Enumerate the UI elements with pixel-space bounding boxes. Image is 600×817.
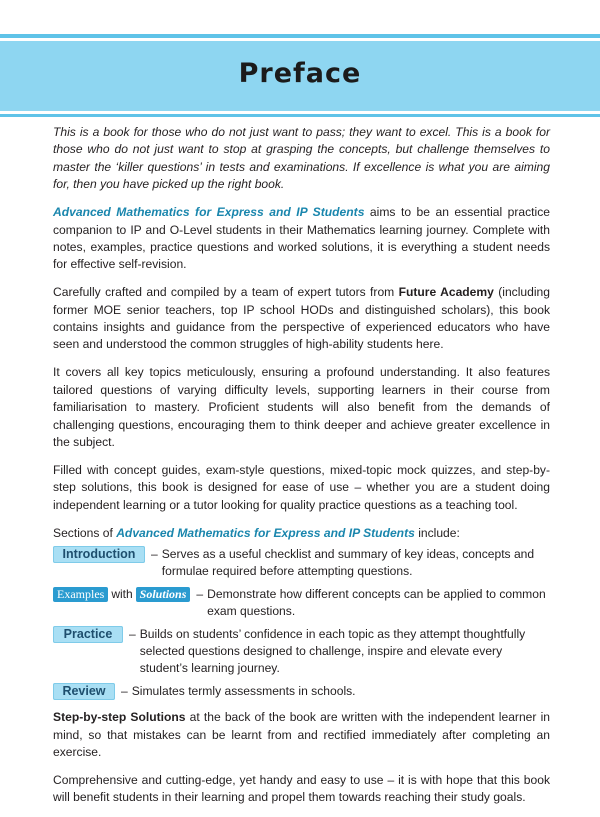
sections-intro [53,525,550,542]
coverage-paragraph: It covers all key topics meticulously, ensuring a profound understanding. It also features tailored questions of varying difficulty levels, supporting learners in their course from familiarisation to mastery. Proficient students will also benefit from the demands of challenging questions, encouraging them to think deeper and achieve greater excellence in the subject. [53,365,550,449]
review-dash: – [121,683,128,698]
sections-intro-b: include: [414,525,460,540]
sections-book-title: Advanced Mathematics for Express and IP Students [116,525,415,540]
examples-label-group [53,586,190,603]
solutions-paragraph [53,709,550,761]
solutions-label: Solutions [136,587,191,602]
usage-paragraph: Filled with concept guides, exam-style questions, mixed-topic mock quizzes, and step-by-step solutions, this book is designed for ease of use – whether you are a student doing independent learning or a tutor looking for quality practice questions as a teaching tool. [53,462,550,512]
solutions-text: at the back of the book are written with the independent learner in mind, so that mistakes can be learnt from and rectified immediately after completing an exercise. [53,710,550,760]
introduction-dash: – [151,547,158,562]
authors-paragraph [53,284,550,354]
intro-paragraph: This is a book for those who do not just want to pass; they want to excel. This is a book for those who do not just want to stop at grasping the concepts, but challenge themselves to master the ‘killer questions’ in tests and examinations. If excellence is what you are aiming for, then you have picked up the right book. [53,125,550,192]
preface-body [53,124,550,817]
section-examples [53,586,550,621]
closing-paragraph: Comprehensive and cutting-edge, yet handy and easy to use – it is with hope that this book will benefit students in their learning and propel them towards reaching their study goals. [53,773,550,805]
examples-desc: Demonstrate how different concepts can be applied to common exam questions. [207,586,546,619]
examples-with-text: with [111,586,133,601]
page-title: Preface [238,58,362,89]
practice-label: Practice [53,626,123,643]
authors-text-b: (including former MOE senior teachers, top IP school HODs and distinguished scholars), this book contains insights and guidance from the perspective of experienced educators who have seen and understood the common struggles of high-ability students here. [53,285,551,352]
review-label: Review [53,683,115,700]
practice-desc: Builds on students’ confidence in each topic as they attempt thoughtfully selected questions designed to challenge, inspire and elevate every student’s learning journey. [139,626,526,676]
book-aims-paragraph [53,204,550,274]
examples-dash: – [196,586,204,601]
academy-name: Future Academy [398,285,494,300]
book-title: Advanced Mathematics for Express and IP Students [53,205,365,220]
introduction-desc: Serves as a useful checklist and summary of key ideas, concepts and formulae required before attempting questions. [161,547,535,579]
authors-text-a: Carefully crafted and compiled by a team of expert tutors from [53,285,399,300]
section-review [53,683,550,700]
section-introduction [53,546,550,581]
sections-intro-a: Sections of [53,525,117,540]
solutions-heading: Step-by-step Solutions [53,710,186,725]
review-desc: Simulates termly assessments in schools. [131,683,356,698]
practice-dash: – [129,626,136,641]
book-aims-text: aims to be an essential practice companion to IP and O-Level students in their Mathematics learning journey. Complete with notes, examples, practice questions and worked solutions, it is everything a student needs for effective self-revision. [53,205,551,272]
section-practice [53,626,550,678]
introduction-label: Introduction [53,546,145,563]
examples-label: Examples [53,587,108,602]
header-bottom-rule [0,114,600,117]
